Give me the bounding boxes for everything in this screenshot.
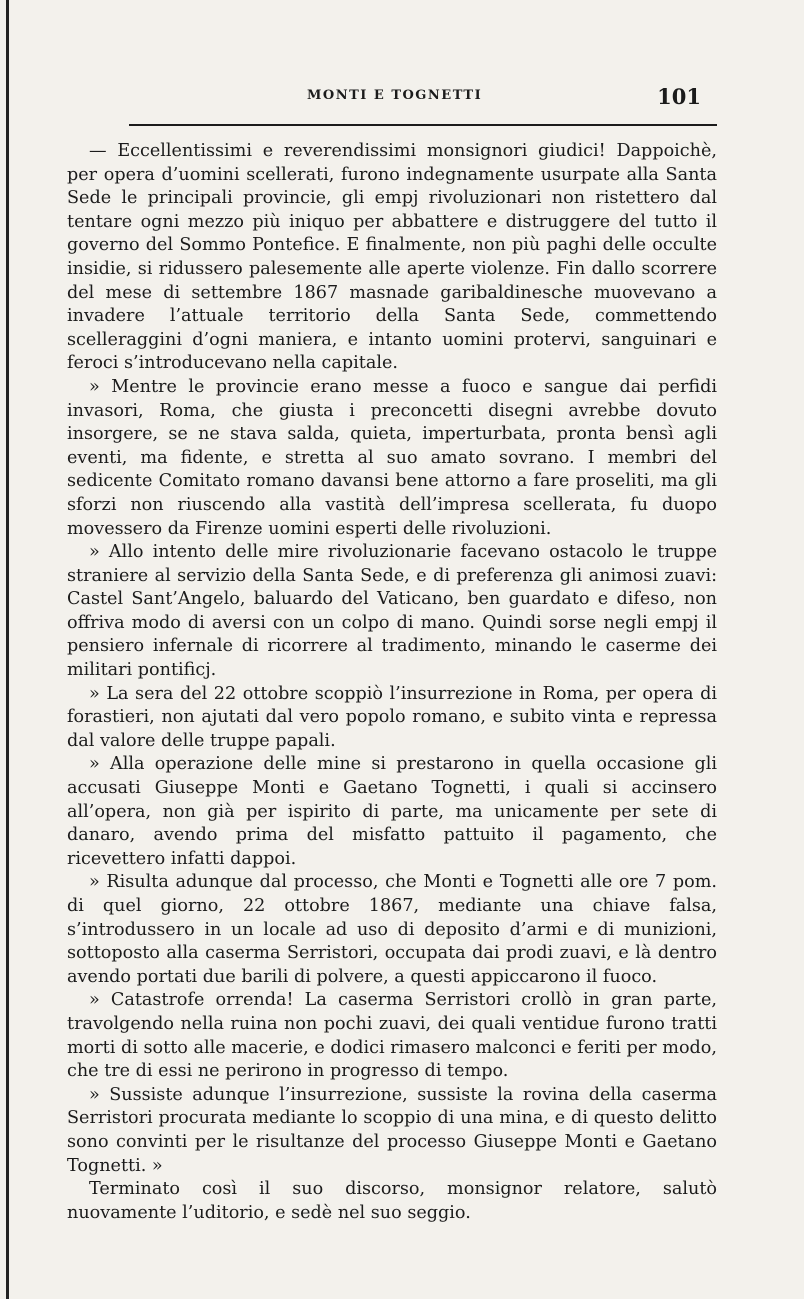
paragraph: Terminato così il suo discorso, monsignor relatore, salutò nuovamente l’uditorio, e sedè nel suo seggio. [67, 1179, 717, 1223]
paragraph: » La sera del 22 ottobre scoppiò l’insurrezione in Roma, per opera di forastieri, non ajutati dal vero popolo romano, e subito vinta e repressa dal valore delle truppe papali. [67, 683, 717, 751]
paragraph: » Risulta adunque dal processo, che Monti e Tognetti alle ore 7 pom. di quel giorno, 22 ottobre 1867, mediante una chiave falsa, s’introdussero in un locale ad uso di deposito d’armi e di munizioni, sottoposto alla caserma Serristori, occupata dai prodi zuavi, e là dentro avendo portati due barili di polvere, a questi appiccarono il fuoco. [67, 872, 717, 987]
paragraph: » Alla operazione delle mine si prestarono in quella occasione gli accusati Giuseppe Monti e Gaetano Tognetti, i quali si accinsero all’opera, non già per ispirito di parte, ma unicamente per sete di danaro, avendo prima del misfatto pattuito il pagamento, che ricevettero infatti dappoi. [67, 754, 717, 869]
book-page [67, 84, 717, 1225]
header-rule [129, 124, 717, 126]
page-number: 101 [657, 84, 701, 109]
page-edge [6, 0, 9, 1299]
paragraph: » Allo intento delle mire rivoluzionarie facevano ostacolo le truppe straniere al servizio della Santa Sede, e di preferenza gli animosi zuavi: Castel Sant’Angelo, baluardo del Vaticano, ben guardato e difeso, non offriva modo di aversi con un colpo di mano. Quindi sorse negli empj il pensiero infernale di ricorrere al tradimento, minando le caserme dei militari pontificj. [67, 542, 717, 681]
paragraph: » Mentre le provincie erano messe a fuoco e sangue dai perfidi invasori, Roma, che giusta i preconcetti disegni avrebbe dovuto insorgere, se ne stava salda, quieta, imperturbata, pronta bensì agli eventi, ma fidente, e stretta al suo amato sovrano. I membri del sedicente Comitato romano davansi bene attorno a fare proseliti, ma gli sforzi non riuscendo alla vastità dell’impresa scellerata, fu duopo movessero da Firenze uomini esperti delle rivoluzioni. [67, 376, 717, 539]
paragraph: — Eccellentissimi e reverendissimi monsignori giudici! Dappoichè, per opera d’uomini scellerati, furono indegnamente usurpate alla Santa Sede le principali provincie, gli empj rivoluzionari non ristettero dal tentare ogni mezzo più iniquo per abbattere e distruggere del tutto il governo del Sommo Pontefice. E finalmente, non più paghi delle occulte insidie, si ridussero palesemente alle aperte violenze. Fin dallo scorrere del mese di settembre 1867 masnade garibaldinesche muovevano a invadere l’attuale territorio della Santa Sede, commettendo scelleraggini d’ogni maniera, e intanto uomini protervi, sanguinari e feroci s’introducevano nella capitale. [67, 141, 717, 374]
body-text [67, 140, 717, 1225]
paragraph: » Catastrofe orrenda! La caserma Serristori crollò in gran parte, travolgendo nella ruina non pochi zuavi, dei quali ventidue furono tratti morti di sotto alle macerie, e dodici rimasero malconci e feriti per modo, che tre di essi ne perirono in progresso di tempo. [67, 990, 717, 1082]
page-header [67, 84, 717, 114]
paragraph: » Sussiste adunque l’insurrezione, sussiste la rovina della caserma Serristori procurata mediante lo scoppio di una mina, e di questo delitto sono convinti per le risultanze del processo Giuseppe Monti e Gaetano Tognetti. » [67, 1084, 717, 1176]
running-title: MONTI E TOGNETTI [307, 88, 483, 103]
